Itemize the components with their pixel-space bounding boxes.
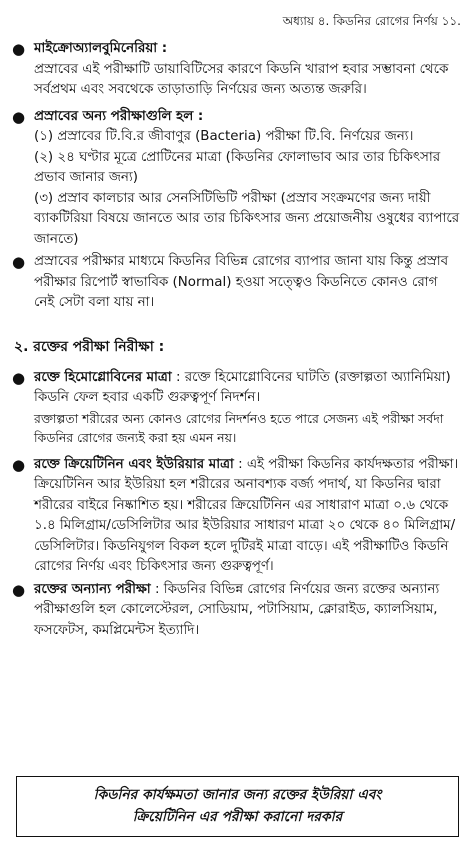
creatinine-urea-heading: রক্তে ক্রিয়েটিনিন এবং ইউরিয়ার মাত্রা <box>34 456 234 472</box>
urine-test-item-3: (৩) প্রস্রাব কালচার আর সেনসিটিভিটি পরীক্ষা (প্রস্রাব সংক্রমণের জন্য দায়ী ব্যাকটিরিয়া বিষয়ে জানতে আর তার চিকিৎসার জন্য প্রয়োজনীয় ওষুধের ব্যাপারে জানতে) <box>34 190 460 247</box>
section-other-blood-tests <box>10 580 461 642</box>
section-blood-tests-title: ২. রক্তের পরীক্ষা নিরীক্ষা : <box>14 338 165 355</box>
bullet-icon: ● <box>12 455 26 474</box>
microalbuminuria-body: প্রস্রাবের এই পরীক্ষাটি ডায়াবিটিসের কারণে কিডনি খারাপ হবার সম্ভাবনা থেকে সর্বপ্রথম এবং সবথেকে তাড়াতাড়ি নির্ণয়ের জন্য অত্যন্ত জরুরি। <box>34 61 449 97</box>
creatinine-urea-paragraph <box>34 455 461 578</box>
urine-test-limits-body: প্রস্রাবের পরীক্ষার মাধ্যমে কিডনির বিভিন্ন রোগের ব্যাপার জানা যায় কিন্তু প্রস্রাব পরীক্ষার রিপোর্ট স্বাভাবিক (Normal) হওয়া সত্ত্বেও কিডনিতে কোনও রোগ নেই সেটা বলা যায় না। <box>34 254 449 310</box>
hemoglobin-heading: রক্তে হিমোগ্লোবিনের মাত্রা <box>34 369 172 385</box>
urine-test-item-2: (২) ২৪ ঘণ্টার মূত্রে প্রোটিনের মাত্রা (কিডনির ফোলাভাব আর তার চিকিৎসার প্রভাব জানার জন্য) <box>34 149 441 185</box>
bullet-icon: ● <box>12 40 26 58</box>
hemoglobin-paragraph <box>34 368 461 409</box>
urine-test-item-1: (১) প্রস্রাবের টি.বি.র জীবাণুর (Bacteria) পরীক্ষা টি.বি. নির্ণয়ের জন্য। <box>34 129 414 144</box>
other-blood-tests-paragraph <box>34 580 461 642</box>
hemoglobin-body: : রক্তে হিমোগ্লোবিনের ঘাটতি (রক্তাল্পতা অ্যানিমিয়া) কিডনি ফেল হবার একটি গুরুত্বপূর্ণ নিদর্শন। <box>34 369 451 405</box>
section-microalbuminuria <box>10 39 461 101</box>
hemoglobin-note: রক্তাল্পতা শরীরের অন্য কোনও রোগের নিদর্শনও হতে পারে সেজন্য এই পরীক্ষা সর্বদা কিডনির রোগের জন্যই করা হয় এমন নয়। <box>34 410 444 445</box>
callout-box <box>16 776 459 837</box>
creatinine-urea-body: : এই পরীক্ষা কিডনির কার্যদক্ষতার পরীক্ষা। ক্রিয়েটিনিন আর ইউরিয়া হল শরীরের অনাবশ্যক বর্জ্য পদার্থ, যা কিডনির দ্বারা শরীরের বাইরে নিষ্কাশিত হয়। শরীরের ক্রিয়েটিনিন এর সাধারাণ মাত্রা ০.৬ থেকে ১.৪ মিলিগ্রাম/ডেসিলিটার আর ইউরিয়ার সাধারণ মাত্রা ২০ থেকে ৪০ মিলিগ্রাম/ডেসিলিটার। কিডনিযুগল বিকল হলে দুটিরই মাত্রা বাড়ে। এই পরীক্ষাটিও কিডনি রোগের নির্ণয় এবং চিকিৎসার জন্য গুরুত্বপূর্ণ। <box>34 456 459 574</box>
section-hemoglobin <box>10 368 461 447</box>
bullet-icon: ● <box>12 580 26 599</box>
callout-line-2: ক্রিয়েটিনিন এর পরীক্ষা করানো দরকার <box>132 809 343 825</box>
bullet-icon: ● <box>12 368 26 387</box>
bullet-icon: ● <box>12 107 26 126</box>
section-urine-test-limits <box>10 252 461 314</box>
callout-line-1: কিডনির কার্যক্ষমতা জানার জন্য রক্তের ইউরিয়া এবং <box>93 787 382 803</box>
microalbuminuria-heading: মাইক্রোঅ্যালবুমিনেরিয়া : <box>34 41 168 56</box>
other-blood-tests-body: : কিডনির বিভিন্ন রোগের নির্ণয়ের জন্য রক্তের অন্যান্য পরীক্ষাগুলি হল কোলেস্টেরল, সোডিয়াম, পটাসিয়াম, ক্লোরাইড, ক্যালসিয়াম, ফসফেটস, কমপ্লিমেন্টস ইত্যাদি। <box>34 581 440 638</box>
other-urine-tests-heading: প্রস্রাবের অন্য পরীক্ষাগুলি হল : <box>34 108 204 124</box>
section-other-urine-tests <box>10 107 461 251</box>
running-header: অধ্যায় ৪. কিডনির রোগের নির্ণয় ১১. <box>282 14 461 28</box>
section-creatinine-urea <box>10 455 461 578</box>
bullet-icon: ● <box>12 253 26 271</box>
other-blood-tests-heading: রক্তের অন্যান্য পরীক্ষা <box>34 581 151 597</box>
